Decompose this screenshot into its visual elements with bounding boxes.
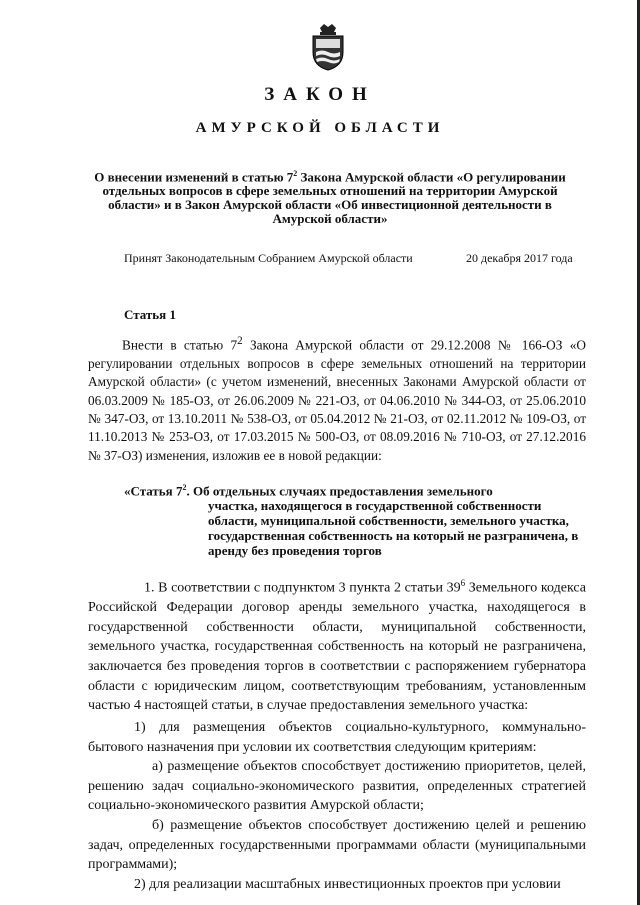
art7-continuation: участка, находящегося в государственной собственности области, муниципальной собственности, земельного участка, государственная собственность на который не разграничена, в аренду без проведения торгов	[208, 498, 579, 559]
law-heading	[80, 167, 580, 226]
subitems-block	[88, 718, 586, 894]
item-1: 1) для размещения объектов социально-культурного, коммунально-бытового назначения при условии их соответствия следующим критериям:	[88, 720, 586, 755]
document-subtitle: АМУРСКОЙ ОБЛАСТИ	[195, 120, 445, 136]
document-title: ЗАКОН	[264, 84, 376, 105]
p2-text-2: Земельного кодекса Российской Федерации договор аренды земельного участка, находящегося в государственной собственности области, муниципальной собственности, земельного участка, государственная собственность на который не разграничена, заключается без проведения торгов в соответствии с распоряжением губернатора области с юридическим лицом, соответствующим требованиям, установленным частью 4 настоящей статьи, в случае предоставления земельного участка:	[88, 580, 586, 714]
p1-text-1: Внести в статью 7	[122, 337, 238, 353]
item-1b: б) размещение объектов способствует достижению целей и решению задач, определенных государственными программами области (муниципальными программами);	[88, 817, 586, 873]
item-2: 2) для реализации масштабных инвестиционных проектов при условии	[134, 876, 561, 892]
art7-superscript: 2	[182, 483, 187, 492]
p1-superscript: 2	[237, 335, 243, 347]
p2-superscript: 6	[460, 578, 466, 588]
adopted-date: 20 декабря 2017 года	[466, 251, 573, 265]
item-1a: а) размещение объектов способствует достижению приоритетов, целей, решению задач социально-экономического развития, определенных стратегией социально-экономического развития Амурской области;	[88, 759, 586, 814]
heading-text-2: Закона Амурской области «О регулировании отдельных вопросов в сфере земельных отношений на территории Амурской области» и в Закон Амурской области «Об инвестиционной деятельности в Амурской области»	[102, 169, 566, 227]
new-article-heading	[124, 480, 584, 558]
point-1-paragraph	[88, 574, 586, 716]
adopted-by: Принят Законодательным Собранием Амурской области	[124, 251, 413, 265]
p1-text-2: Закона Амурской области от 29.12.2008 № 166-ОЗ «О регулировании отдельных вопросов в сфере земельных отношений на территории Амурской области» (с учетом изменений, внесенных Законами Амурской области от 06.03.2009 № 185-ОЗ, от 26.06.2009 № 221-ОЗ, от 04.06.2010 № 344-ОЗ, от 25.06.2010 № 347-ОЗ, от 13.10.2011 № 538-ОЗ, от 05.04.2012 № 21-ОЗ, от 02.11.2012 № 109-ОЗ, от 11.10.2013 № 253-ОЗ, от 17.03.2015 № 500-ОЗ, от 08.09.2016 № 710-ОЗ, от 27.12.2016 № 37-ОЗ) изменения, изложив ее в новой редакции:	[88, 337, 586, 463]
art7-text-1: «Статья 7	[124, 483, 183, 499]
p2-text-1: 1. В соответствии с подпунктом 3 пункта 2 статьи 39	[144, 580, 461, 596]
heading-superscript: 2	[293, 169, 298, 178]
art7-text-2: . Об отдельных случаях предоставления земельного	[186, 483, 493, 499]
article-1-paragraph	[88, 332, 586, 465]
heading-text-1: О внесении изменений в статью 7	[94, 169, 294, 185]
article-label: Статья 1	[124, 307, 176, 322]
coat-of-arms-icon	[308, 22, 348, 72]
